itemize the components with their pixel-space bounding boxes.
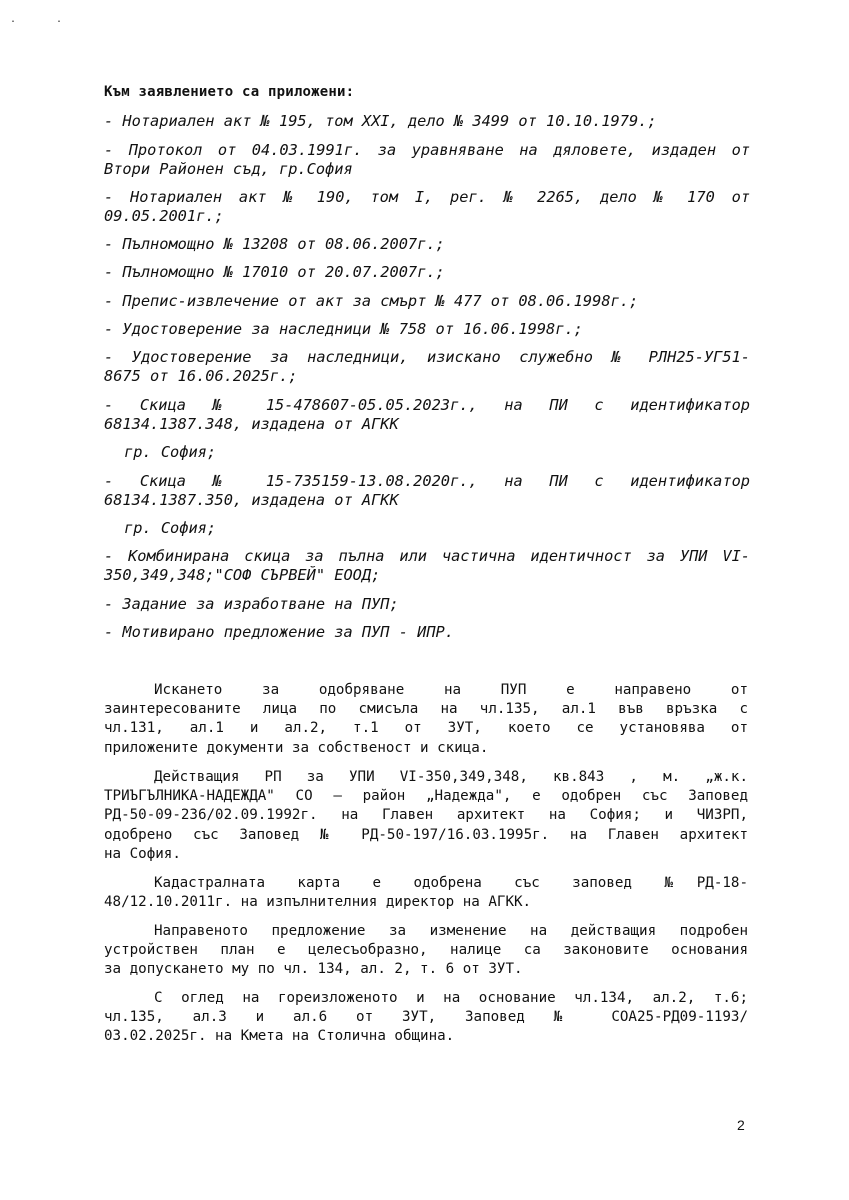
paragraph-line: Искането за одобряване на ПУП е направено от xyxy=(154,682,748,698)
attachment-line: - Мотивирано предложение за ПУП - ИПР. xyxy=(104,623,454,641)
paragraph-proposal xyxy=(104,922,748,980)
paragraph-line: устройствен план е целесъобразно, налице са законовите основания xyxy=(104,942,748,959)
page-number: 2 xyxy=(737,1117,745,1133)
attachment-line: 68134.1387.350, издадена от АГКК xyxy=(104,491,399,509)
attachment-line: - Скица № 15-735159-13.08.2020г., на ПИ с идентификатор xyxy=(104,472,750,490)
attachment-line: - Нотариален акт № 190, том I, рег. № 2265, дело № 170 от xyxy=(104,188,750,206)
attachment-line: - Пълномощно № 17010 от 20.07.2007г.; xyxy=(104,263,445,281)
attachment-item xyxy=(104,472,750,510)
attachment-item xyxy=(104,292,750,311)
attachment-item xyxy=(104,595,750,614)
scan-marks: .. xyxy=(10,14,103,25)
paragraph-line: 03.02.2025г. на Кмета на Столична община. xyxy=(104,1028,455,1045)
attachment-line: - Протокол от 04.03.1991г. за уравняване на дяловете, издаден от xyxy=(104,141,750,159)
attachment-item xyxy=(104,235,750,254)
attachment-line: Втори Районен съд, гр.София xyxy=(104,160,353,178)
attachment-line: - Комбинирана скица за пълна или частична идентичност за УПИ VI- xyxy=(104,547,750,565)
paragraph-line: на София. xyxy=(104,845,181,862)
attachment-item xyxy=(104,188,750,226)
attachment-line: 68134.1387.348, издадена от АГКК xyxy=(104,415,399,433)
attachment-line: - Скица № 15-478607-05.05.2023г., на ПИ с идентификатор xyxy=(104,396,750,414)
attachment-line: 09.05.2001г.; xyxy=(104,207,224,225)
paragraph-line: заинтересованите лица по смисъла на чл.135, ал.1 във връзка с xyxy=(104,701,748,718)
paragraph-line: ТРИЪГЪЛНИКА-НАДЕЖДА" СО – район „Надежда", е одобрен със Заповед xyxy=(104,788,748,805)
paragraph-current-plan xyxy=(104,768,748,864)
paragraph-line: Кадастралната карта е одобрена със заповед №РД-18- xyxy=(154,875,748,891)
paragraph-cadastral-map xyxy=(104,874,748,912)
attachment-line: гр. София; xyxy=(124,443,217,461)
paragraph-line: Направеното предложение за изменение на действащия подробен xyxy=(154,923,748,939)
attachment-item xyxy=(104,141,750,179)
attachment-line: 8675 от 16.06.2025г.; xyxy=(104,367,298,385)
attachment-item xyxy=(104,547,750,585)
paragraph-legal-basis xyxy=(104,989,748,1047)
attachment-item xyxy=(104,320,750,339)
paragraph-line: за допускането му по чл. 134, ал. 2, т. 6 от ЗУТ. xyxy=(104,961,523,978)
paragraph-line: одобрено със Заповед № РД-50-197/16.03.1995г. на Главен архитект xyxy=(104,826,748,843)
paragraph-line: чл.131, ал.1 и ал.2, т.1 от ЗУТ, което се установява от xyxy=(104,720,748,737)
attachment-line: - Удостоверение за наследници № 758 от 16.06.1998г.; xyxy=(104,320,583,338)
attachment-line: гр. София; xyxy=(124,519,217,537)
paragraph-line: приложените документи за собственост и скица. xyxy=(104,739,489,756)
attachment-line: - Препис-извлечение от акт за смърт № 477 от 08.06.1998г.; xyxy=(104,292,639,310)
attachment-line: - Удостоверение за наследници, изискано служебно № РЛН25-УГ51- xyxy=(104,348,750,366)
paragraph-line: С оглед на гореизложеното и на основание чл.134, ал.2, т.6; xyxy=(154,990,748,1006)
attachment-item xyxy=(104,348,750,386)
attachment-item xyxy=(124,519,770,538)
paragraph-line: Действащия РП за УПИ VI-350,349,348, кв.843 , м. „ж.к. xyxy=(154,769,748,785)
attachment-line: 350,349,348;"СОФ СЪРВЕЙ" ЕООД; xyxy=(104,566,381,584)
paragraph-request xyxy=(104,681,748,758)
attachment-item xyxy=(104,623,750,642)
attachment-item xyxy=(124,443,770,462)
attachment-line: - Пълномощно № 13208 от 08.06.2007г.; xyxy=(104,235,445,253)
paragraph-line: чл.135, ал.3 и ал.6 от ЗУТ, Заповед № СОА25-РД09-1193/ xyxy=(104,1009,748,1026)
attachment-line: - Задание за изработване на ПУП; xyxy=(104,595,399,613)
attachment-item xyxy=(104,112,750,131)
attachment-item xyxy=(104,396,750,434)
paragraph-line: 48/12.10.2011г. на изпълнителния директор на АГКК. xyxy=(104,894,532,911)
attachment-line: - Нотариален акт № 195, том XXI, дело № 3499 от 10.10.1979.; xyxy=(104,112,657,130)
attachment-item xyxy=(104,263,750,282)
attachments-heading: Към заявлението са приложени: xyxy=(104,84,355,100)
paragraph-line: РД-50-09-236/02.09.1992г. на Главен архитект на София; и ЧИЗРП, xyxy=(104,807,748,824)
